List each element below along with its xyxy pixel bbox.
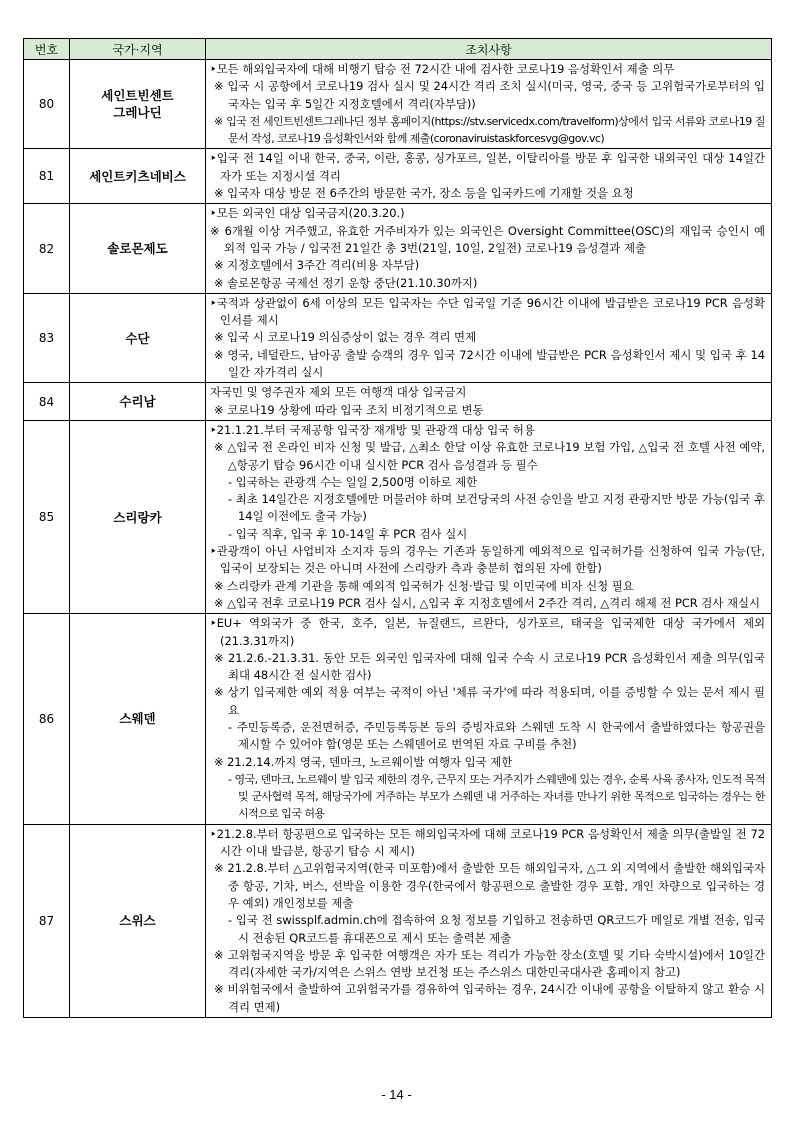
country-name: 세인트빈센트 그레나딘: [70, 60, 206, 149]
measure-item: ※ 6개월 이상 거주했고, 유효한 거주비자가 있는 외국인은 Oversight Committee(OSC)의 재입국 승인시 예외적 입국 가능 / 입국전 21일간 총 3번(21일, 10일, 2일전) 코로나19 음성결과 제출: [210, 223, 765, 255]
measure-item: ※ 솔로몬항공 국제선 정기 운항 중단(21.10.30까지): [214, 275, 478, 290]
row-number: 82: [24, 204, 70, 293]
measure-item: ※ 입국 시 코로나19 의심증상이 없는 경우 격리 면제: [214, 330, 477, 345]
country-name: 스위스: [70, 824, 206, 1017]
measure-cell: [206, 293, 772, 382]
header-measure: 조치사항: [206, 39, 772, 60]
measure-item: ※ 비위험국에서 출발하여 고위험국가를 경유하여 입국하는 경우, 24시간 이내에 공항을 이탈하지 않고 환승 시 격리 면제): [214, 982, 765, 1014]
measure-item: ‣21.2.8.부터 항공편으로 입국하는 모든 해외입국자에 대해 코로나19 PCR 음성확인서 제출 의무(출발일 전 72시간 이내 발급분, 항공기 탑승 시 제시): [210, 826, 765, 859]
measure-cell: [206, 149, 772, 204]
measure-cell: [206, 60, 772, 149]
table-row: [24, 204, 772, 293]
measure-item: ‣모든 외국인 대상 입국금지(20.3.20.): [210, 206, 405, 221]
row-number: 84: [24, 383, 70, 421]
row-number: 80: [24, 60, 70, 149]
header-num: 번호: [24, 39, 70, 60]
measure-item: - 최초 14일간은 지정호텔에만 머물러야 하며 보건당국의 사전 승인을 받고 지정 관광지만 방문 가능(입국 후 14일 이전에도 출국 가능): [228, 492, 765, 524]
measure-cell: [206, 420, 772, 613]
country-name: 수리남: [70, 383, 206, 421]
measure-item: ‣국적과 상관없이 6세 이상의 모든 입국자는 수단 입국일 기준 96시간 이내에 발급받은 코로나19 PCR 음성확인서를 제시: [210, 295, 765, 328]
table-row: [24, 383, 772, 421]
table-row: [24, 149, 772, 204]
table-row: [24, 293, 772, 382]
row-number: 81: [24, 149, 70, 204]
measure-item: ※ 21.2.14.까지 영국, 덴마크, 노르웨이발 여행자 입국 제한: [214, 754, 513, 769]
measures-table: [23, 38, 772, 1018]
measure-cell: [206, 824, 772, 1017]
measure-item: ‣21.1.21.부터 국제공항 입국장 재개방 및 관광객 대상 입국 허용: [210, 422, 535, 437]
row-number: 83: [24, 293, 70, 382]
row-number: 85: [24, 420, 70, 613]
measure-cell: [206, 204, 772, 293]
table-row: [24, 614, 772, 825]
measure-item: ※ 입국 시 공항에서 코로나19 검사 실시 및 24시간 격리 조치 실시(미국, 영국, 중국 등 고위험국가로부터의 입국자는 입국 후 5일간 지정호텔에서 격리(자부담)): [214, 79, 765, 111]
measure-item: ※ 지정호텔에서 3주간 격리(비용 자부담): [214, 258, 420, 273]
page-number: - 14 -: [381, 1087, 412, 1102]
measure-item: - 입국 전 swissplf.admin.ch에 접속하여 요청 정보를 기입하고 전송하면 QR코드가 메일로 개별 전송, 입국 시 전송된 QR코드를 휴대폰으로 제시 또는 출력본 제출: [228, 913, 765, 945]
table-header-row: [24, 39, 772, 60]
measure-item: ※ 코로나19 상황에 따라 입국 조치 비정기적으로 변동: [214, 402, 484, 417]
measure-item: - 입국하는 관광객 수는 일일 2,500명 이하로 제한: [228, 474, 478, 489]
country-name: 수단: [70, 293, 206, 382]
measure-item: ※ 21.2.8.부터 △고위험국지역(한국 미포함)에서 출발한 모든 해외입국자, △그 외 지역에서 출발한 해외입국자 중 항공, 기차, 버스, 선박을 이용한 경우(한국에서 항공편으로 출발한 경우 포함, 개인 차량으로 입국하는 경우 예외) 개인정보를 제출: [214, 861, 765, 910]
table-body: [24, 60, 772, 1018]
row-number: 86: [24, 614, 70, 825]
table-row: [24, 824, 772, 1017]
country-name: 세인트키츠네비스: [70, 149, 206, 204]
country-name: 스리랑카: [70, 420, 206, 613]
measure-item: ※ △입국 전후 코로나19 PCR 검사 실시, △입국 후 지정호텔에서 2주간 격리, △격리 해제 전 PCR 검사 재실시: [214, 595, 760, 610]
measure-cell: [206, 614, 772, 825]
measure-item: ‣EU+ 역외국가 중 한국, 호주, 일본, 뉴질랜드, 르완다, 싱가포르, 태국을 입국제한 대상 국가에서 제외(21.3.31까지): [210, 616, 765, 648]
measure-cell: [206, 383, 772, 421]
measure-item: ※ 스리랑카 관계 기관을 통해 예외적 입국허가 신청·발급 및 이민국에 비자 신청 필요: [214, 578, 634, 593]
measure-item: ※ 고위험국지역을 방문 후 입국한 여행객은 자가 또는 격리가 가능한 장소(호텔 및 기타 숙박시설)에서 10일간 격리(자세한 국가/지역은 스위스 연방 보건청 또는 주스위스 대한민국대사관 홈페이지 참고): [214, 947, 765, 980]
table-row: [24, 420, 772, 613]
measure-item: ‣입국 전 14일 이내 한국, 중국, 이란, 홍콩, 싱가포르, 일본, 이탈리아를 방문 후 입국한 내외국인 대상 14일간 자가 또는 지정시설 격리: [210, 151, 765, 183]
measure-item: - 영국, 덴마크, 노르웨이 발 입국 제한의 경우, 근무지 또는 거주지가 스웨덴에 있는 경우, 순록 사육 종사자, 인도적 목적 및 군사협력 목적, 해당국가에 거주하는 부모가 스웨덴 내 거주하는 자녀를 만나기 위한 목적으로 입국하는 경우는 한시적으로 입국 허용: [228, 772, 765, 821]
measure-item: ※ 영국, 네덜란드, 남아공 출발 승객의 경우 입국 72시간 이내에 발급받은 PCR 음성확인서 제시 및 입국 후 14일간 자가격리 실시: [214, 347, 765, 380]
measure-item: 자국민 및 영주권자 제외 모든 여행객 대상 입국금지: [210, 385, 467, 400]
header-country: 국가·지역: [70, 39, 206, 60]
measure-item: ※ 상기 입국제한 예외 적용 여부는 국적이 아닌 '체류 국가'에 따라 적용되며, 이를 증빙할 수 있는 문서 제시 필요: [214, 685, 765, 717]
measure-item: - 주민등록증, 운전면허증, 주민등록등본 등의 증빙자료와 스웨덴 도착 시 한국에서 출발하였다는 항공권을 제시할 수 있어야 함(영문 또는 스웨덴어로 번역된 자료 구비를 추천): [228, 719, 765, 752]
measure-item: - 입국 직후, 입국 후 10-14일 후 PCR 검사 실시: [228, 526, 468, 541]
measure-item: ※ 21.2.6.-21.3.31. 동안 모든 외국인 입국자에 대해 입국 수속 시 코로나19 PCR 음성확인서 제출 의무(입국 최대 48시간 전 실시한 검사): [214, 650, 765, 683]
measure-item: ‣모든 해외입국자에 대해 비행기 탑승 전 72시간 내에 검사한 코로나19 음성확인서 제출 의무: [210, 62, 675, 76]
row-number: 87: [24, 824, 70, 1017]
measure-item: ※ △입국 전 온라인 비자 신청 및 발급, △최소 한달 이상 유효한 코로나19 보험 가입, △입국 전 호텔 사전 예약, △항공기 탑승 96시간 이내 실시한 PCR 검사 음성결과 등 필수: [214, 440, 765, 472]
table-row: [24, 60, 772, 149]
measure-item: ‣관광객이 아닌 사업비자 소지자 등의 경우는 기존과 동일하게 예외적으로 입국허가를 신청하여 입국 가능(단, 입국이 보장되는 것은 아니며 사전에 스리랑카 측과 충분히 협의된 자에 한함): [210, 544, 765, 576]
country-name: 솔로몬제도: [70, 204, 206, 293]
measure-item: ※ 입국 전 세인트빈센트그레나딘 정부 홈페이지(https://stv.servicedx.com/travelform)상에서 입국 서류와 코로나19 질문서 작성, 코로나19 음성확인서와 함께 제출(coronaviruistaskforcesvg@gov.vc): [214, 114, 765, 146]
country-name: 스웨덴: [70, 614, 206, 825]
measure-item: ※ 입국자 대상 방문 전 6주간의 방문한 국가, 장소 등을 입국카드에 기재할 것을 요청: [214, 186, 634, 201]
